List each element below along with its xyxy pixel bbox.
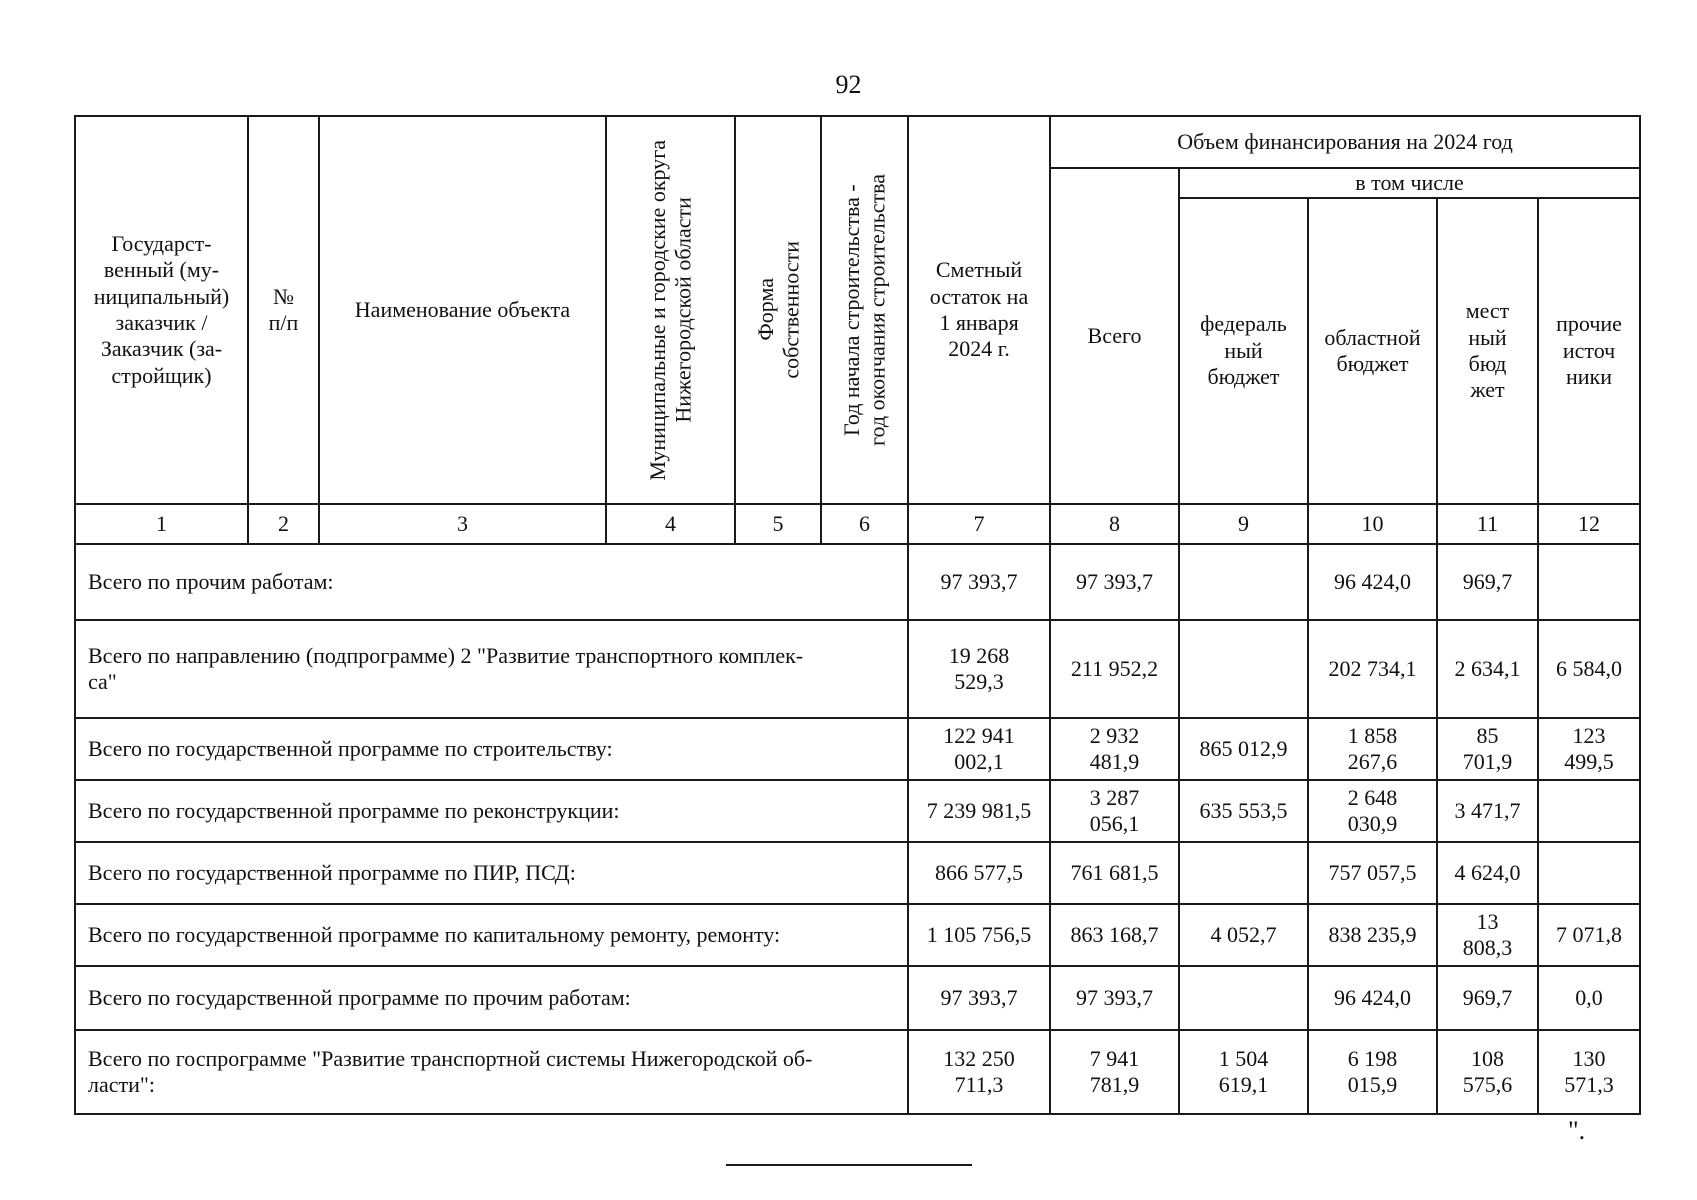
table-row: [75, 1030, 1640, 1114]
cell-total: 211 952,2: [1050, 620, 1179, 718]
row-label: Всего по госпрограмме "Развитие транспортной системы Нижегородской об- ласти":: [75, 1030, 908, 1114]
column-number: 12: [1538, 504, 1640, 544]
cell-regional: 96 424,0: [1308, 966, 1437, 1030]
header-including: в том числе: [1179, 168, 1640, 198]
column-number: 9: [1179, 504, 1308, 544]
header-ownership-text: Форма собственности: [752, 241, 803, 379]
header-local: мест ный бюд жет: [1437, 198, 1538, 504]
header-years: [821, 116, 908, 504]
cell-local: 4 624,0: [1437, 842, 1538, 904]
cell-federal: [1179, 544, 1308, 620]
cell-other: 123 499,5: [1538, 718, 1640, 780]
cell-regional: 1 858 267,6: [1308, 718, 1437, 780]
cell-other: 7 071,8: [1538, 904, 1640, 966]
cell-other: [1538, 544, 1640, 620]
cell-federal: 1 504 619,1: [1179, 1030, 1308, 1114]
cell-local: 85 701,9: [1437, 718, 1538, 780]
table-row: [75, 904, 1640, 966]
cell-federal: [1179, 966, 1308, 1030]
header-total: Всего: [1050, 168, 1179, 504]
row-label: Всего по государственной программе по прочим работам:: [75, 966, 908, 1030]
header-customer: Государст- венный (му- ниципальный) заказчик / Заказчик (за- стройщик): [75, 116, 248, 504]
column-number: 8: [1050, 504, 1179, 544]
column-number: 2: [248, 504, 319, 544]
row-label: Всего по государственной программе по строительству:: [75, 718, 908, 780]
cell-other: 6 584,0: [1538, 620, 1640, 718]
cell-local: 969,7: [1437, 966, 1538, 1030]
cell-local: 969,7: [1437, 544, 1538, 620]
column-number: 1: [75, 504, 248, 544]
column-number: 11: [1437, 504, 1538, 544]
table-row: [75, 842, 1640, 904]
cell-total: 97 393,7: [1050, 544, 1179, 620]
cell-local: 3 471,7: [1437, 780, 1538, 842]
row-label: Всего по направлению (подпрограмме) 2 "Развитие транспортного комплек- са": [75, 620, 908, 718]
cell-total: 97 393,7: [1050, 966, 1179, 1030]
header-federal: федераль ный бюджет: [1179, 198, 1308, 504]
cell-balance: 1 105 756,5: [908, 904, 1050, 966]
cell-total: 2 932 481,9: [1050, 718, 1179, 780]
row-label: Всего по государственной программе по реконструкции:: [75, 780, 908, 842]
cell-other: 0,0: [1538, 966, 1640, 1030]
row-label: Всего по государственной программе по ПИР, ПСД:: [75, 842, 908, 904]
cell-other: [1538, 842, 1640, 904]
funding-table: [74, 115, 1641, 1115]
cell-regional: 2 648 030,9: [1308, 780, 1437, 842]
cell-balance: 122 941 002,1: [908, 718, 1050, 780]
cell-balance: 19 268 529,3: [908, 620, 1050, 718]
cell-total: 3 287 056,1: [1050, 780, 1179, 842]
cell-local: 2 634,1: [1437, 620, 1538, 718]
header-number: № п/п: [248, 116, 319, 504]
cell-federal: [1179, 620, 1308, 718]
column-number: 5: [735, 504, 821, 544]
column-number: 4: [606, 504, 735, 544]
table-row: [75, 620, 1640, 718]
cell-other: [1538, 780, 1640, 842]
cell-balance: 132 250 711,3: [908, 1030, 1050, 1114]
header-balance: Сметный остаток на 1 января 2024 г.: [908, 116, 1050, 504]
closing-quote-mark: ".: [1568, 1116, 1586, 1145]
cell-federal: 635 553,5: [1179, 780, 1308, 842]
cell-total: 7 941 781,9: [1050, 1030, 1179, 1114]
cell-total: 863 168,7: [1050, 904, 1179, 966]
cell-balance: 97 393,7: [908, 966, 1050, 1030]
row-label: Всего по прочим работам:: [75, 544, 908, 620]
cell-regional: 202 734,1: [1308, 620, 1437, 718]
cell-balance: 97 393,7: [908, 544, 1050, 620]
row-label: Всего по государственной программе по капитальному ремонту, ремонту:: [75, 904, 908, 966]
header-municipal: [606, 116, 735, 504]
header-years-text: Год начала строительства - год окончания строительства: [839, 174, 890, 446]
header-funding-title: Объем финансирования на 2024 год: [1050, 116, 1640, 168]
cell-regional: 757 057,5: [1308, 842, 1437, 904]
cell-balance: 866 577,5: [908, 842, 1050, 904]
header-ownership: [735, 116, 821, 504]
header-object-name: Наименование объекта: [319, 116, 606, 504]
cell-total: 761 681,5: [1050, 842, 1179, 904]
table-row: [75, 718, 1640, 780]
cell-local: 13 808,3: [1437, 904, 1538, 966]
column-number: 6: [821, 504, 908, 544]
cell-regional: 96 424,0: [1308, 544, 1437, 620]
column-number: 7: [908, 504, 1050, 544]
cell-federal: 4 052,7: [1179, 904, 1308, 966]
cell-regional: 838 235,9: [1308, 904, 1437, 966]
cell-regional: 6 198 015,9: [1308, 1030, 1437, 1114]
table-row: [75, 966, 1640, 1030]
table-row: [75, 780, 1640, 842]
cell-local: 108 575,6: [1437, 1030, 1538, 1114]
cell-balance: 7 239 981,5: [908, 780, 1050, 842]
page-number: 92: [835, 70, 862, 99]
cell-other: 130 571,3: [1538, 1030, 1640, 1114]
column-number: 3: [319, 504, 606, 544]
header-regional: областной бюджет: [1308, 198, 1437, 504]
column-number: 10: [1308, 504, 1437, 544]
header-other: прочие источ ники: [1538, 198, 1640, 504]
table-row: [75, 544, 1640, 620]
cell-federal: 865 012,9: [1179, 718, 1308, 780]
header-municipal-text: Муниципальные и городские округа Нижегородской области: [645, 139, 696, 481]
footer-divider: [726, 1164, 972, 1166]
cell-federal: [1179, 842, 1308, 904]
